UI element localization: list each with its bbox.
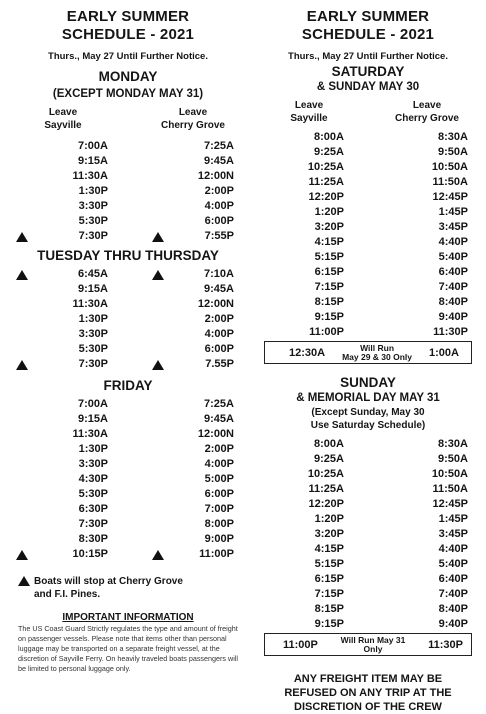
saturday-header: SATURDAY (331, 64, 405, 79)
schedule-row (264, 279, 472, 294)
triangle-icon (16, 270, 28, 280)
depart-sayville-time: 3:30P (78, 199, 108, 212)
schedule-row (18, 456, 238, 471)
depart-sayville-time: 7:15P (314, 280, 344, 293)
depart-cherry-grove-time: 5:40P (438, 250, 468, 263)
depart-sayville-time: 8:30P (78, 532, 108, 545)
depart-cherry-grove-time: 9:40P (438, 617, 468, 630)
depart-cherry-grove-time: 2:00P (204, 442, 234, 455)
box-note-line2: May 29 & 30 Only (342, 351, 413, 362)
freight-warning-line3: DISCRETION OF THE CREW (294, 701, 442, 713)
cherry-grove-label: Cherry Grove (161, 120, 225, 131)
depart-sayville-time: 1:30P (78, 312, 108, 325)
depart-sayville-time: 5:30P (78, 214, 108, 227)
depart-cherry-grove-time: 9:50A (438, 145, 468, 158)
depart-cherry-grove-time: 10:50A (431, 467, 468, 480)
tuesday-thru-thursday-header: TUESDAY THRU THURSDAY (37, 248, 219, 263)
schedule-row (18, 426, 238, 441)
depart-cherry-grove-time: 12:00N (197, 297, 234, 310)
schedule-row (18, 198, 238, 213)
depart-cherry-grove-time: 3:45P (438, 527, 468, 540)
schedule-row (18, 411, 238, 426)
schedule-row (264, 219, 472, 234)
depart-sayville-time: 7:30P (18, 230, 108, 242)
depart-sayville-time: 12:20P (308, 190, 344, 203)
right-column (264, 0, 472, 714)
box-note-line1: Will Run (360, 342, 395, 353)
schedule-row (264, 466, 472, 481)
schedule-row (264, 204, 472, 219)
depart-sayville-time: 1:30P (78, 184, 108, 197)
depart-sayville-time: 5:15P (314, 250, 344, 263)
schedule-row (264, 324, 472, 339)
schedule-row (18, 228, 238, 243)
leave-label: Leave (48, 107, 78, 118)
depart-cherry-grove-time: 8:00P (204, 517, 234, 530)
depart-cherry-grove-time: 11:30P (433, 325, 468, 338)
depart-cherry-grove-time: 12:45P (432, 190, 468, 203)
sunday-exception-line2: Use Saturday Schedule) (310, 420, 426, 431)
cherry-grove-label: Cherry Grove (395, 113, 459, 124)
schedule-row (18, 486, 238, 501)
schedule-title-line1: EARLY SUMMER (66, 8, 190, 25)
depart-cherry-grove-time: 12:00N (197, 169, 234, 182)
stop-note (18, 575, 238, 601)
stop-note-line1: Boats will stop at Cherry Grove (34, 576, 183, 587)
depart-sayville-time: 9:25A (314, 145, 344, 158)
schedule-row (264, 556, 472, 571)
depart-sayville-time: 11:30A (72, 427, 108, 440)
schedule-row (18, 471, 238, 486)
depart-cherry-grove-time: 4:00P (204, 199, 234, 212)
important-info-text: The US Coast Guard Strictly regulates the type and amount of freight on passenger vessels. Please note that items other than personal luggage may be transported on a separate freight vessel, at the discretion of Sayville Ferry. On heavily traveled boats passengers will be limited to personal luggage only. (18, 624, 238, 673)
depart-sayville-time: 11:25A (308, 175, 344, 188)
depart-cherry-grove-time: 8:30A (438, 130, 468, 143)
depart-sayville-time: 9:25A (314, 452, 344, 465)
depart-sayville-time: 5:30P (78, 342, 108, 355)
schedule-title-line2: SCHEDULE - 2021 (61, 26, 195, 43)
box-depart-time: 12:30A (289, 346, 326, 359)
depart-cherry-grove-time: 1:45P (438, 205, 468, 218)
schedule-row (18, 311, 238, 326)
depart-cherry-grove-time: 6:00P (204, 342, 234, 355)
schedule-row (264, 189, 472, 204)
schedule-row (264, 144, 472, 159)
schedule-row (264, 481, 472, 496)
schedule-row (264, 496, 472, 511)
depart-cherry-grove-time: 8:30A (438, 437, 468, 450)
column-headers (18, 106, 238, 132)
sayville-label: Sayville (44, 120, 82, 131)
triangle-icon (18, 576, 30, 586)
schedule-row (264, 451, 472, 466)
depart-cherry-grove-time: 8:40P (438, 295, 468, 308)
schedule-row (264, 309, 472, 324)
schedule-row (18, 501, 238, 516)
schedule-row (18, 213, 238, 228)
schedule-row (18, 356, 238, 371)
schedule-row (18, 326, 238, 341)
schedule-row (18, 546, 238, 561)
tuesday-thursday-schedule (18, 266, 238, 371)
depart-cherry-grove-time: 6:00P (204, 487, 234, 500)
schedule-row (264, 174, 472, 189)
saturday-subheader: & SUNDAY MAY 30 (316, 81, 420, 93)
depart-sayville-time: 11:00P (309, 325, 344, 338)
leave-label: Leave (178, 107, 208, 118)
sunday-header: SUNDAY (340, 375, 396, 390)
depart-cherry-grove-time: 4:40P (438, 542, 468, 555)
sunday-exception-line1: (Except Sunday, May 30 (311, 407, 425, 418)
depart-sayville-time: 9:15P (314, 617, 344, 630)
saturday-late-trip-box (264, 341, 472, 364)
depart-sayville-time: 7:00A (78, 397, 108, 410)
depart-sayville-time: 9:15A (78, 282, 108, 295)
depart-sayville-time: 3:30P (78, 327, 108, 340)
depart-sayville-time: 4:15P (314, 542, 344, 555)
depart-cherry-grove-time: 3:45P (438, 220, 468, 233)
saturday-schedule (264, 129, 472, 339)
depart-cherry-grove-time: 11:50A (432, 175, 468, 188)
friday-header: FRIDAY (103, 378, 153, 393)
depart-cherry-grove-time: 5:40P (438, 557, 468, 570)
schedule-subtitle: Thurs., May 27 Until Further Notice. (288, 51, 448, 62)
depart-sayville-time: 6:30P (78, 502, 108, 515)
triangle-icon (16, 232, 28, 242)
column-headers (264, 99, 472, 125)
depart-cherry-grove-time: 7:40P (438, 280, 468, 293)
depart-sayville-time: 10:25A (307, 467, 344, 480)
depart-sayville-time: 5:30P (78, 487, 108, 500)
depart-cherry-grove-time: 6:40P (438, 265, 468, 278)
leave-label: Leave (294, 100, 324, 111)
monday-schedule (18, 138, 238, 243)
schedule-row (264, 129, 472, 144)
schedule-row (18, 531, 238, 546)
depart-cherry-grove-time: 2:00P (204, 312, 234, 325)
depart-sayville-time: 7:15P (314, 587, 344, 600)
depart-cherry-grove-time: 11:00P (144, 548, 238, 560)
depart-cherry-grove-time: 12:00N (197, 427, 234, 440)
schedule-row (264, 511, 472, 526)
monday-header: MONDAY (98, 69, 158, 84)
depart-cherry-grove-time: 9:00P (204, 532, 234, 545)
depart-sayville-time: 11:30A (72, 169, 108, 182)
triangle-icon (152, 360, 164, 370)
schedule-row (264, 159, 472, 174)
depart-sayville-time: 1:30P (78, 442, 108, 455)
depart-sayville-time: 3:30P (78, 457, 108, 470)
depart-sayville-time: 10:25A (307, 160, 344, 173)
schedule-row (18, 516, 238, 531)
depart-cherry-grove-time: 6:00P (204, 214, 234, 227)
depart-sayville-time: 6:15P (314, 265, 344, 278)
depart-cherry-grove-time: 7:40P (438, 587, 468, 600)
depart-sayville-time: 6:15P (314, 572, 344, 585)
schedule-row (18, 153, 238, 168)
depart-sayville-time: 7:30P (78, 517, 108, 530)
depart-cherry-grove-time: 9:45A (204, 154, 234, 167)
schedule-row (264, 526, 472, 541)
depart-cherry-grove-time: 7:25A (204, 397, 234, 410)
schedule-row (264, 616, 472, 631)
schedule-row (264, 601, 472, 616)
box-return-time: 11:30P (428, 638, 463, 651)
sunday-subheader: & MEMORIAL DAY MAY 31 (296, 392, 440, 404)
sayville-label: Sayville (290, 113, 328, 124)
schedule-row (264, 264, 472, 279)
important-info-header: IMPORTANT INFORMATION (62, 612, 194, 623)
depart-sayville-time: 9:15A (78, 154, 108, 167)
depart-cherry-grove-time: 7:25A (204, 139, 234, 152)
schedule-subtitle: Thurs., May 27 Until Further Notice. (48, 51, 208, 62)
leave-label: Leave (412, 100, 442, 111)
schedule-row (264, 571, 472, 586)
depart-cherry-grove-time: 7:00P (204, 502, 234, 515)
triangle-icon (16, 550, 28, 560)
depart-sayville-time: 8:00A (314, 437, 344, 450)
monday-exception: (EXCEPT MONDAY MAY 31) (52, 88, 204, 100)
depart-cherry-grove-time: 7:55P (144, 230, 238, 242)
depart-sayville-time: 12:20P (308, 497, 344, 510)
depart-sayville-time: 8:15P (314, 602, 344, 615)
depart-sayville-time: 3:20P (314, 527, 344, 540)
depart-sayville-time: 11:30A (72, 297, 108, 310)
depart-sayville-time: 7:30P (18, 358, 108, 370)
depart-cherry-grove-time: 4:00P (204, 457, 234, 470)
depart-cherry-grove-time: 11:50A (432, 482, 468, 495)
schedule-row (18, 281, 238, 296)
depart-cherry-grove-time: 9:50A (438, 452, 468, 465)
schedule-row (18, 183, 238, 198)
sunday-schedule (264, 436, 472, 631)
box-depart-time: 11:00P (283, 638, 318, 651)
depart-cherry-grove-time: 8:40P (438, 602, 468, 615)
friday-schedule (18, 396, 238, 561)
depart-sayville-time: 11:25A (308, 482, 344, 495)
depart-sayville-time: 10:15P (18, 548, 108, 560)
stop-note-line2: and F.I. Pines. (34, 589, 101, 600)
depart-sayville-time: 4:15P (314, 235, 344, 248)
schedule-row (264, 234, 472, 249)
freight-warning-line2: REFUSED ON ANY TRIP AT THE (284, 687, 452, 699)
box-note-line2: Only (363, 643, 383, 654)
depart-sayville-time: 4:30P (78, 472, 108, 485)
sunday-late-trip-box (264, 633, 472, 656)
depart-sayville-time: 8:00A (314, 130, 344, 143)
depart-cherry-grove-time: 12:45P (432, 497, 468, 510)
schedule-row (264, 436, 472, 451)
schedule-row (264, 249, 472, 264)
depart-cherry-grove-time: 9:45A (204, 412, 234, 425)
depart-cherry-grove-time: 7.55P (144, 358, 238, 370)
schedule-row (18, 168, 238, 183)
depart-sayville-time: 9:15P (314, 310, 344, 323)
triangle-icon (152, 232, 164, 242)
freight-warning-line1: ANY FREIGHT ITEM MAY BE (293, 673, 443, 685)
schedule-row (18, 341, 238, 356)
depart-cherry-grove-time: 6:40P (438, 572, 468, 585)
depart-cherry-grove-time: 4:00P (204, 327, 234, 340)
depart-cherry-grove-time: 9:45A (204, 282, 234, 295)
depart-sayville-time: 5:15P (314, 557, 344, 570)
depart-sayville-time: 8:15P (314, 295, 344, 308)
depart-cherry-grove-time: 4:40P (438, 235, 468, 248)
schedule-title-line2: SCHEDULE - 2021 (301, 26, 435, 43)
schedule-row (18, 266, 238, 281)
schedule-row (264, 294, 472, 309)
box-note-line1: Will Run May 31 (340, 634, 406, 645)
depart-cherry-grove-time: 5:00P (204, 472, 234, 485)
triangle-icon (16, 360, 28, 370)
depart-sayville-time: 1:20P (314, 205, 344, 218)
box-return-time: 1:00A (429, 346, 459, 359)
schedule-row (18, 138, 238, 153)
triangle-icon (152, 550, 164, 560)
left-column (18, 0, 238, 674)
depart-sayville-time: 7:00A (78, 139, 108, 152)
depart-cherry-grove-time: 2:00P (204, 184, 234, 197)
depart-sayville-time: 1:20P (314, 512, 344, 525)
depart-cherry-grove-time: 9:40P (438, 310, 468, 323)
depart-sayville-time: 6:45A (18, 268, 108, 280)
schedule-row (18, 296, 238, 311)
schedule-row (18, 396, 238, 411)
schedule-row (264, 541, 472, 556)
schedule-row (264, 586, 472, 601)
box-note (341, 636, 406, 654)
depart-sayville-time: 9:15A (78, 412, 108, 425)
depart-cherry-grove-time: 1:45P (438, 512, 468, 525)
box-note (342, 344, 412, 362)
schedule-row (18, 441, 238, 456)
schedule-title-line1: EARLY SUMMER (306, 8, 430, 25)
triangle-icon (152, 270, 164, 280)
depart-cherry-grove-time: 7:10A (144, 268, 238, 280)
depart-cherry-grove-time: 10:50A (431, 160, 468, 173)
depart-sayville-time: 3:20P (314, 220, 344, 233)
